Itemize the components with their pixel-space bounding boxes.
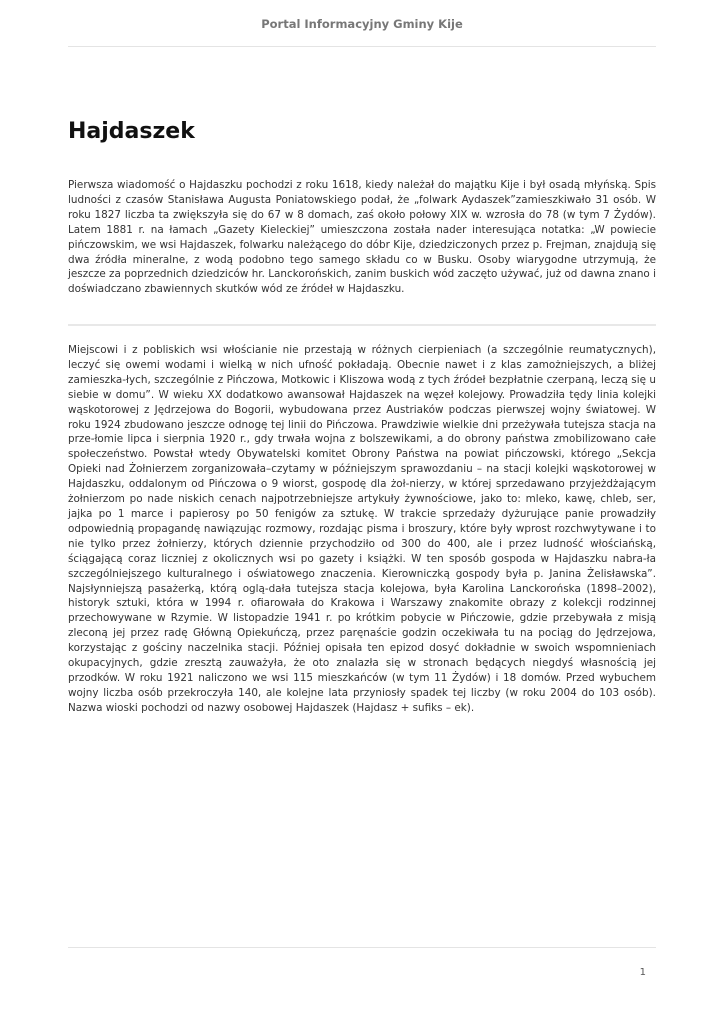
header-divider (68, 46, 656, 47)
site-title: Portal Informacyjny Gminy Kije (261, 17, 463, 31)
section-divider (68, 324, 656, 326)
intro-paragraph: Pierwsza wiadomość o Hajdaszku pochodzi z roku 1618, kiedy należał do majątku Kije i był osadą młyńską. Spis ludności z czasów Stanisława Augusta Poniatowskiego podał, że „folwark Aydaszek”zamieszkiwało 31 osób. W roku 1827 liczba ta zwiększyła się do 67 w 8 domach, zaś około połowy XIX w. wzrosła do 78 (w tym 7 Żydów). Latem 1881 r. na łamach „Gazety Kieleckiej” umieszczona została nader interesująca notatka: „W powiecie pińczowskim, we wsi Hajdaszek, folwarku należącego do dóbr Kije, dziedziczonych przez p. Frejman, znajdują się dwa źródła mineralne, z wodą podobno tego samego składu co w Busku. Osoby wiarygodne utrzymują, że jeszcze za poprzednich dziedziców hr. Lanckorońskich, zanim buskich wód zaczęto używać, już od dawna znano i doświadczano zbawiennych skutków wód ze źródeł w Hajdaszku. (68, 179, 656, 296)
page-number: 1 (639, 967, 646, 978)
page-title: Hajdaszek (68, 119, 195, 144)
body-paragraph: Miejscowi i z pobliskich wsi włościanie nie przestają w różnych cierpieniach (a szczególnie reumatycznych), leczyć się owemi wodami i wielką w nich ufność pokładają. Obecnie nawet i z klas zamożniejszych, a bliżej zamieszka-łych, szczególnie z Pińczowa, Motkowic i Kliszowa wodą z tych źródeł bezpłatnie czerpaną, leczą się u siebie w domu”. W wieku XX dodatkowo awansował Hajdaszek na węzeł kolejowy. Prowadziła tędy linia kolejki wąskotorowej z Jędrzejowa do Bogorii, wybudowana przez Austriaków podczas pierwszej wojny światowej. W roku 1924 zbudowano jeszcze odnogę tej linii do Pińczowa. Prawdziwie wielkie dni przeżywała tutejsza stacja na prze-łomie lipca i sierpnia 1920 r., gdy trwała wojna z bolszewikami, a do obrony państwa zmobilizowano całe społeczeństwo. Powstał wtedy Obywatelski komitet Obrony Państwa na powiat pińczowski, którego „Sekcja Opieki nad Żołnierzem zorganizowała–czytamy w późniejszym sprawozdaniu – na stacji kolejki wąskotorowej w Hajdaszku, oddalonym od Pińczowa o 9 wiorst, gospodę dla żoł-nierzy, w której sprzedawano przyjeżdżającym żołnierzom po nade niskich cenach najpotrzebniejsze artykuły żywnościowe, jako to: mleko, kawę, chleb, ser, jajka po 1 marce i papierosy po 50 fenigów za sztukę. W trakcie sprzedaży dyżurujące panie prowadziły odpowiednią propagandę nawiązując rozmowy, rozdając pisma i broszury, które były wprost rozchwytywane i to nie tylko przez żołnierzy, których dziennie przychodziło od 300 do 400, ale i przez ludność włościańską, ściągającą coraz liczniej z okolicznych wsi po gazety i książki. W ten sposób gospoda w Hajdaszku nabra-ła szczególniejszego kulturalnego i oświatowego znaczenia. Kierowniczką gospody była p. Janina Żelisławska”. Najsłynniejszą pasażerką, którą oglą-dała tutejsza stacja kolejowa, była Karolina Lanckorońska (1898–2002), historyk sztuki, która w 1994 r. ofiarowała do Krakowa i Warszawy znakomite obrazy z kolekcji rodzinnej przechowywane w Rzymie. W listopadzie 1941 r. po krótkim pobycie w Pińczowie, gdzie przebywała z misją zleconą jej przez radę Główną Opiekuńczą, przez paręnaście godzin oczekiwała tu na pociąg do Jędrzejowa, korzystając z gościny naczelnika stacji. Później opisała ten epizod dosyć dokładnie w swoich wspomnieniach okupacyjnych, gdzie zresztą zauważyła, że oto znalazła się w stronach będących niegdyś własnością jej przodków. W roku 1921 naliczono we wsi 115 mieszkańców (w tym 11 Żydów) i 18 domów. Przed wybuchem wojny liczba osób przekroczyła 140, ale kolejne lata przyniosły spadek tej liczby (w roku 2004 do 103 osób). Nazwa wioski pochodzi od nazwy osobowej Hajdaszek (Hajdasz + sufiks – ek). (68, 344, 656, 714)
footer-divider (68, 947, 656, 948)
